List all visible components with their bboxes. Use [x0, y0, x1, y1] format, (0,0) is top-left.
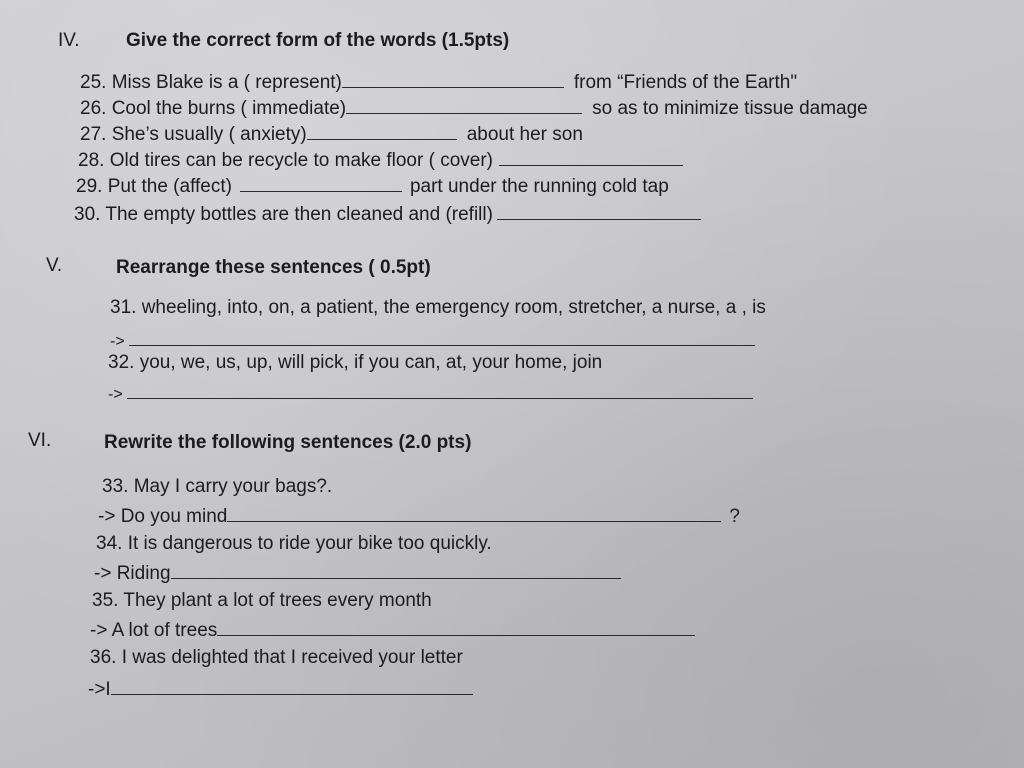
arrow-32: ->: [108, 386, 123, 403]
answer-blank-31[interactable]: [129, 323, 755, 346]
answer-line-36: [88, 677, 473, 701]
answer-line-34: [94, 561, 621, 585]
question-26-text: 26. Cool the burns ( immediate): [80, 98, 347, 119]
answer-blank-36[interactable]: [111, 677, 473, 695]
question-32: 32. you, we, us, up, will pick, if you can, at, your home, join: [108, 352, 603, 373]
answer-blank-33[interactable]: [227, 504, 721, 522]
question-26: [80, 96, 868, 120]
answer-blank-34[interactable]: [171, 561, 621, 579]
answer-line-33: [98, 504, 740, 528]
answer-blank-28[interactable]: [499, 148, 683, 166]
answer-blank-26[interactable]: [346, 96, 582, 114]
answer-prefix-34: -> Riding: [94, 563, 171, 584]
question-29: [76, 174, 669, 198]
question-31: 31. wheeling, into, on, a patient, the emergency room, stretcher, a nurse, a , is: [110, 297, 766, 318]
question-26-tail: so as to minimize tissue damage: [592, 98, 868, 119]
answer-line-32: [108, 378, 753, 406]
question-29-text: 29. Put the (affect): [76, 176, 232, 197]
question-30: [74, 202, 701, 226]
question-35: 35. They plant a lot of trees every month: [92, 590, 432, 611]
answer-end-33: ?: [729, 506, 740, 527]
question-27-text: 27. She’s usually ( anxiety): [80, 124, 307, 145]
question-25-text: 25. Miss Blake is a ( represent): [80, 72, 342, 93]
answer-prefix-36: ->I: [88, 679, 111, 700]
answer-blank-25[interactable]: [342, 70, 564, 88]
question-28-text: 28. Old tires can be recycle to make floor ( cover): [78, 150, 493, 171]
answer-blank-35[interactable]: [217, 618, 695, 636]
question-27-tail: about her son: [466, 124, 583, 145]
question-28: [78, 148, 683, 172]
section-iv-numeral: IV.: [58, 30, 80, 51]
question-29-tail: part under the running cold tap: [409, 176, 669, 197]
answer-line-35: [90, 618, 695, 642]
section-v-heading: Rearrange these sentences ( 0.5pt): [116, 257, 431, 278]
question-36: 36. I was delighted that I received your letter: [90, 647, 463, 668]
answer-blank-30[interactable]: [497, 202, 701, 220]
question-25: [80, 70, 797, 94]
answer-blank-29[interactable]: [240, 174, 402, 192]
section-iv-heading: Give the correct form of the words (1.5pts): [126, 30, 510, 51]
question-30-text: 30. The empty bottles are then cleaned and (refill): [74, 204, 493, 225]
answer-line-31: [110, 323, 755, 353]
arrow-31: ->: [110, 333, 125, 350]
question-27: [80, 122, 583, 146]
question-25-tail: from “Friends of the Earth": [573, 72, 798, 93]
question-33: 33. May I carry your bags?.: [102, 476, 333, 497]
answer-prefix-33: -> Do you mind: [98, 506, 228, 527]
answer-blank-32[interactable]: [127, 378, 753, 399]
section-vi-heading: Rewrite the following sentences (2.0 pts): [104, 432, 472, 453]
answer-blank-27[interactable]: [307, 122, 457, 140]
question-34: 34. It is dangerous to ride your bike too quickly.: [96, 533, 492, 554]
answer-prefix-35: -> A lot of trees: [90, 620, 218, 641]
section-v-numeral: V.: [46, 255, 63, 276]
section-vi-numeral: VI.: [28, 430, 52, 451]
